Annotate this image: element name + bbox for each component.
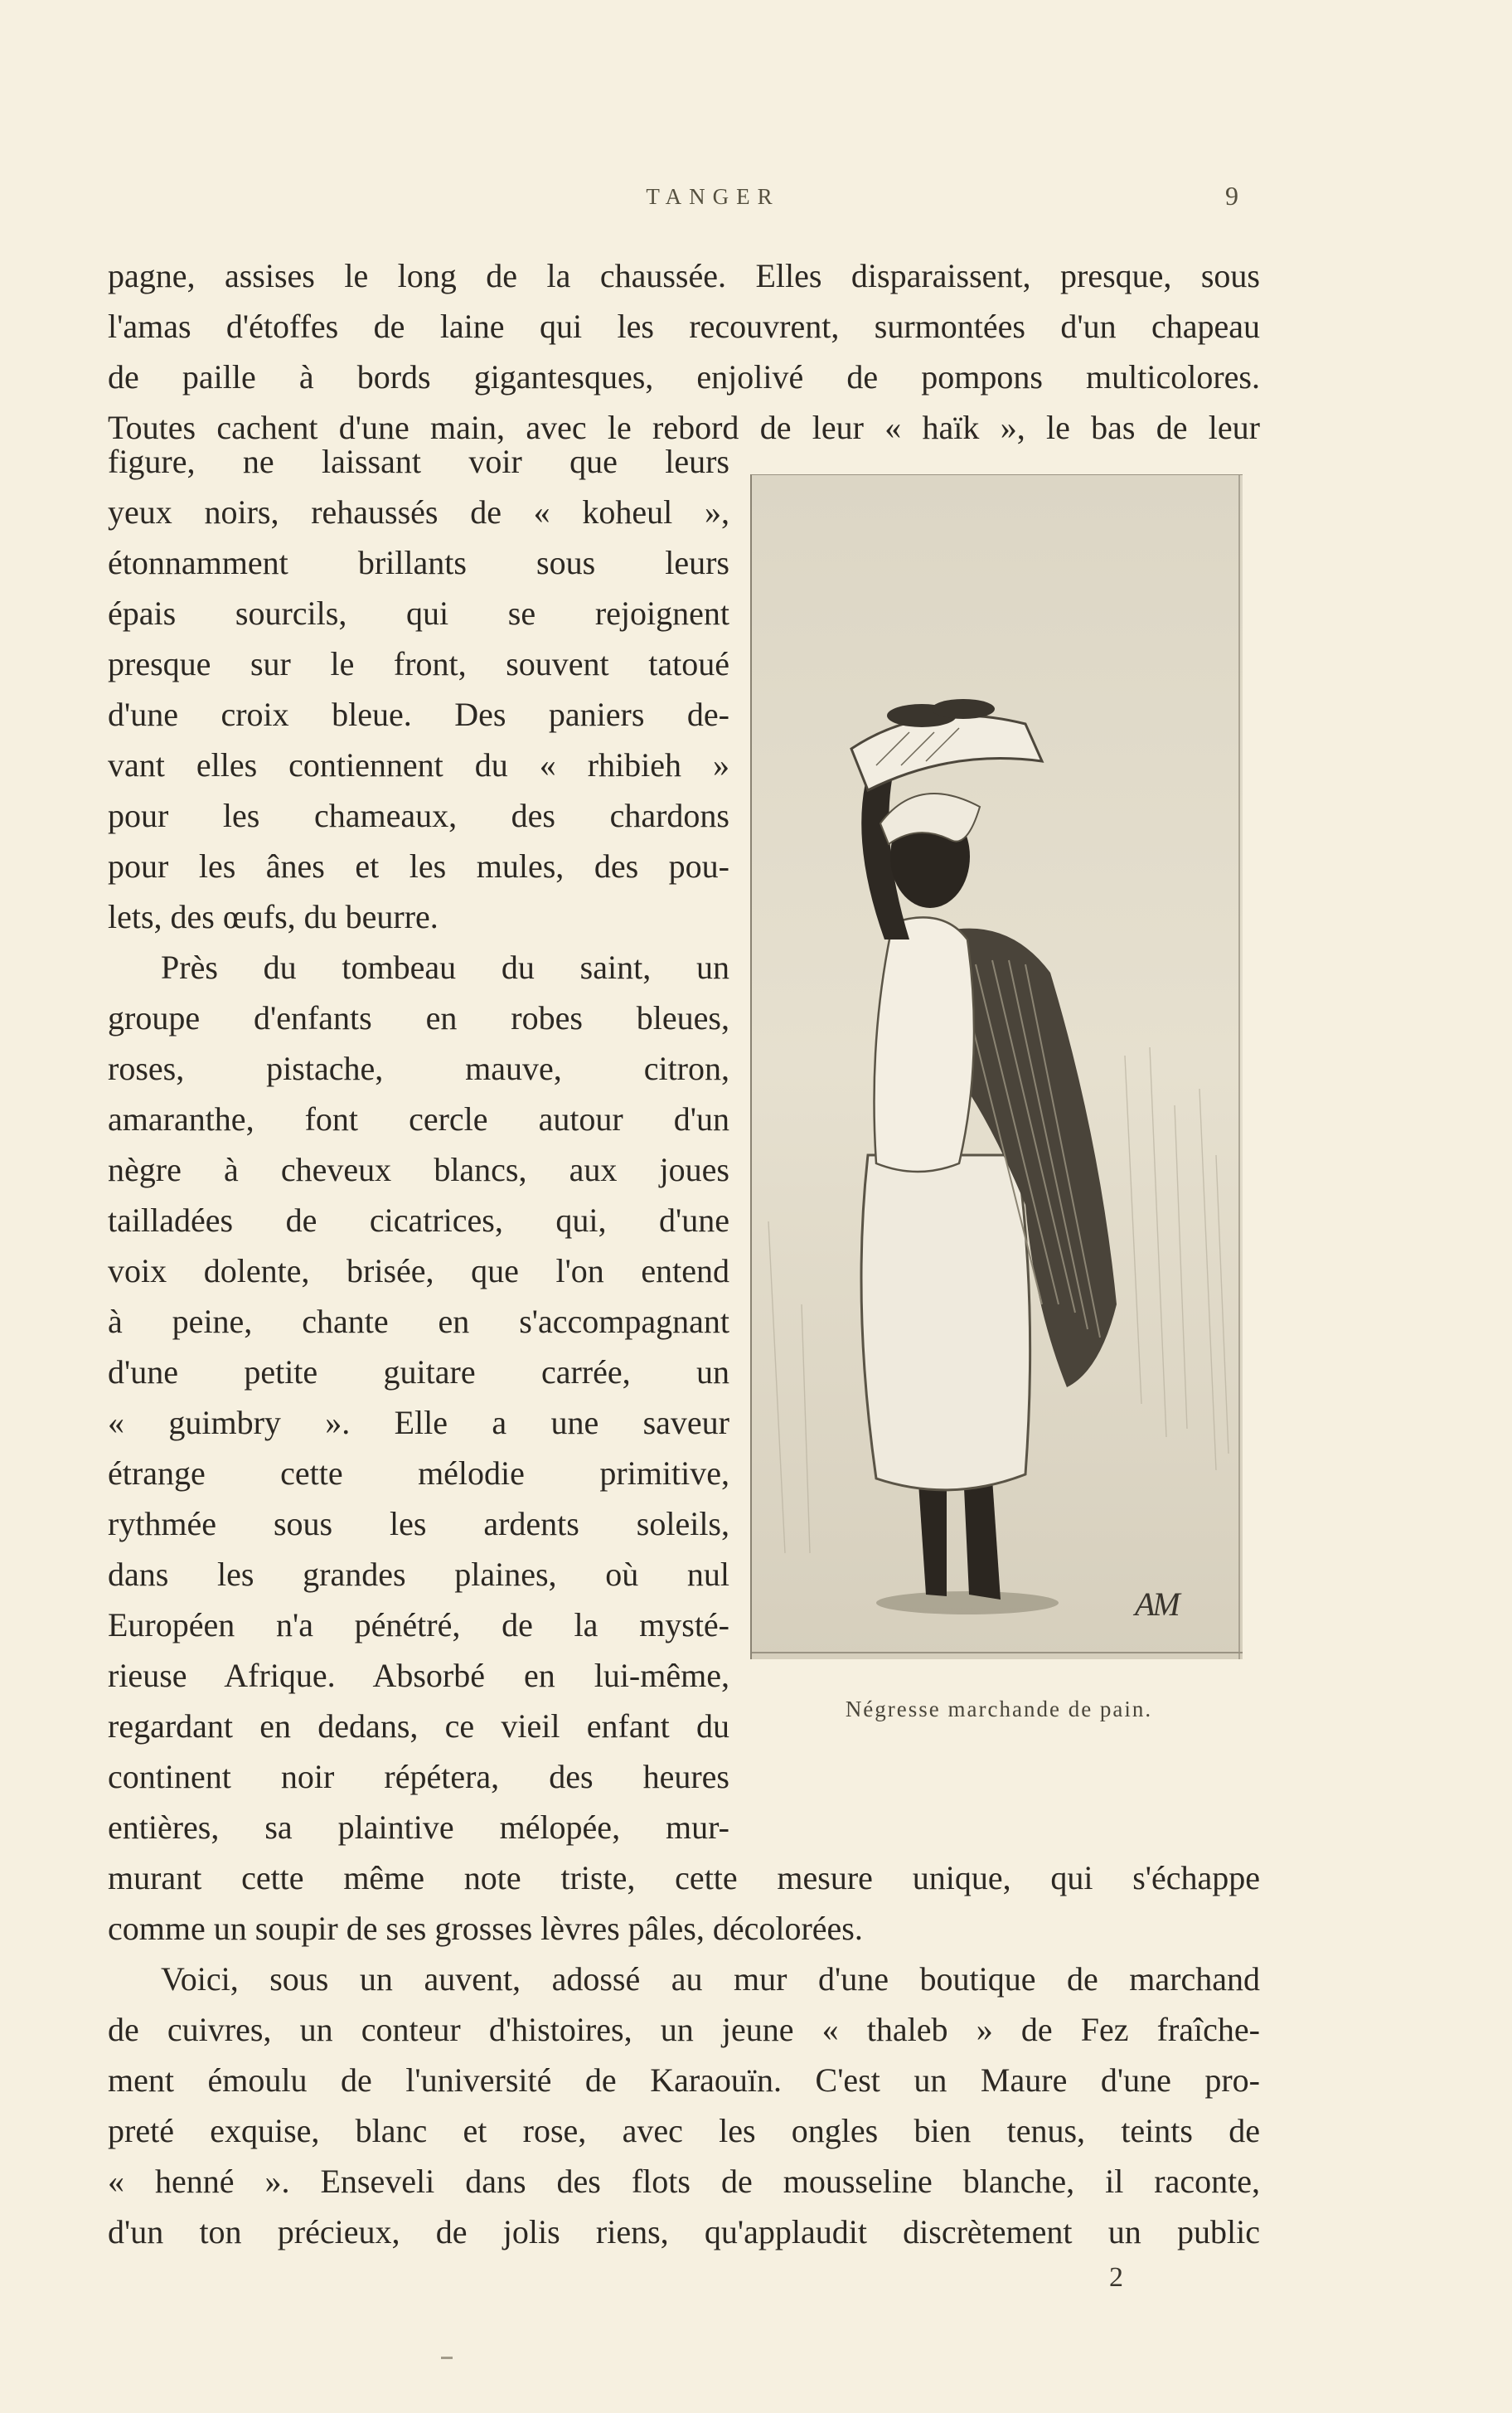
text-line: épais sourcils, qui se rejoignent [108,595,729,632]
text-line: groupe d'enfants en robes bleues, [108,999,729,1037]
text-line: Européen n'a pénétré, de la mysté- [108,1606,729,1643]
text-line: à peine, chante en s'accompagnant [108,1303,729,1340]
text-line: rieuse Afrique. Absorbé en lui-même, [108,1657,729,1694]
text-line: pagne, assises le long de la chaussée. Elles disparaissent, presque, sous [108,257,1260,294]
text-line: amaranthe, font cercle autour d'un [108,1100,729,1138]
text-line: dans les grandes plaines, où nul [108,1556,729,1593]
text-line: nègre à cheveux blancs, aux joues [108,1151,729,1188]
signature-folio: 2 [1109,2262,1123,2293]
figure-caption: Négresse marchande de pain. [845,1697,1153,1721]
text-line: ment émoulu de l'université de Karaouïn. C'est un Maure d'une pro- [108,2061,1260,2099]
text-line: presque sur le front, souvent tatoué [108,645,729,682]
text-line: pour les chameaux, des chardons [108,797,729,834]
text-line: l'amas d'étoffes de laine qui les recouvrent, surmontées d'un chapeau [108,308,1260,345]
text-line: Toutes cachent d'une main, avec le rebord de leur « haïk », le bas de leur [108,409,1260,446]
text-line: regardant en dedans, ce vieil enfant du [108,1707,729,1745]
text-line: rythmée sous les ardents soleils, [108,1505,729,1542]
text-line: tailladées de cicatrices, qui, d'une [108,1202,729,1239]
text-line: « guimbry ». Elle a une saveur [108,1404,729,1441]
text-line: de cuivres, un conteur d'histoires, un jeune « thaleb » de Fez fraîche- [108,2011,1260,2048]
text-line: continent noir répétera, des heures [108,1758,729,1795]
text-line: d'une petite guitare carrée, un [108,1353,729,1391]
text-line: « henné ». Enseveli dans des flots de mousseline blanche, il raconte, [108,2163,1260,2200]
text-line: Près du tombeau du saint, un [161,949,729,986]
text-line: étrange cette mélodie primitive, [108,1454,729,1492]
text-line: lets, des œufs, du beurre. [108,898,439,935]
text-line: entières, sa plaintive mélopée, mur- [108,1809,729,1846]
text-line: voix dolente, brisée, que l'on entend [108,1252,729,1289]
text-line: figure, ne laissant voir que leurs [108,443,729,480]
printer-mark [441,2357,453,2359]
text-line: d'une croix bleue. Des paniers de- [108,696,729,733]
artist-monogram: AM [1135,1585,1178,1623]
text-line: murant cette même note triste, cette mesure unique, qui s'échappe [108,1859,1260,1896]
text-line: yeux noirs, rehaussés de « koheul », [108,493,729,531]
running-head: TANGER [646,184,780,209]
text-line: pour les ânes et les mules, des pou- [108,847,729,885]
text-line: d'un ton précieux, de jolis riens, qu'applaudit discrètement un public [108,2213,1260,2250]
text-line: preté exquise, blanc et rose, avec les ongles bien tenus, teints de [108,2112,1260,2149]
text-line: comme un soupir de ses grosses lèvres pâles, décolorées. [108,1910,863,1947]
text-line: Voici, sous un auvent, adossé au mur d'une boutique de marchand [161,1960,1260,1998]
text-line: étonnamment brillants sous leurs [108,544,729,581]
text-line: roses, pistache, mauve, citron, [108,1050,729,1087]
woman-figure-illustration [752,475,1243,1659]
text-line: vant elles contiennent du « rhibieh » [108,746,729,784]
text-line: de paille à bords gigantesques, enjolivé de pompons multicolores. [108,358,1260,396]
page-number: 9 [1225,181,1238,211]
illustration-plate [750,474,1243,1659]
